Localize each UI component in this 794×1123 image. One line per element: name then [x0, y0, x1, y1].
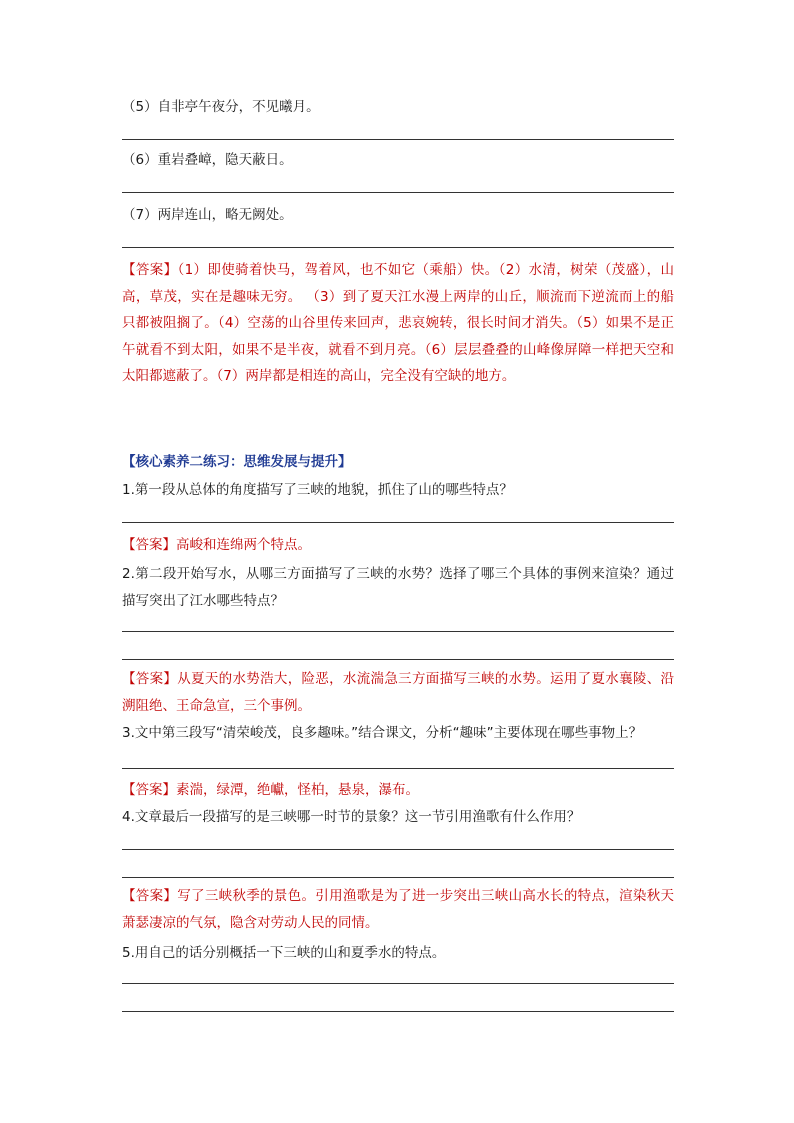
- answer-line: [122, 877, 674, 878]
- answer-block-translation: [122, 257, 674, 390]
- answer-line: [122, 631, 674, 632]
- answer-tag: 【答案】: [122, 262, 178, 278]
- item-5: （5）自非亭午夜分，不见曦月。: [122, 99, 320, 115]
- answer-3: 【答案】素湍，绿潭，绝巘，怪柏，悬泉，瀑布。: [122, 782, 419, 798]
- answer-line: [122, 522, 674, 523]
- answer-line: [122, 983, 674, 984]
- question-4: 4.文章最后一段描写的是三峡哪一时节的景象？这一节引用渔歌有什么作用？: [122, 809, 581, 825]
- item-6: （6）重岩叠嶂，隐天蔽日。: [122, 152, 293, 168]
- answer-line: [122, 139, 674, 140]
- answer-line: [122, 1011, 674, 1012]
- question-2: 2.第二段开始写水，从哪三方面描写了三峡的水势？选择了哪三个具体的事例来渲染？通过描写突出了江水哪些特点？: [122, 566, 674, 609]
- question-5: 5.用自己的话分别概括一下三峡的山和夏季水的特点。: [122, 945, 446, 961]
- question-1: 1.第一段从总体的角度描写了三峡的地貌，抓住了山的哪些特点？: [122, 482, 513, 498]
- item-7: （7）两岸连山，略无阙处。: [122, 207, 293, 223]
- question-3: 3.文中第三段写“清荣峻茂，良多趣味。”结合课文，分析“趣味”主要体现在哪些事物上？: [122, 725, 643, 741]
- answer-line: [122, 192, 674, 193]
- answer-line: [122, 849, 674, 850]
- answer-line: [122, 659, 674, 660]
- answer-text: （1）即使骑着快马，驾着风，也不如它（乘船）快。（2）水清，树荣（茂盛），山高，草茂，实在是趣味无穷。 （3）到了夏天江水漫上两岸的山丘，顺流而下逆流而上的船只都被阻搁了。（4）空荡的山谷里传来回声，悲哀婉转，很长时间才消失。（5）如果不是正午就看不到太阳，如果不是半夜，就看不到月亮。（6）层层叠叠的山峰像屏障一样把天空和太阳都遮蔽了。（7）两岸都是相连的高山，完全没有空缺的地方。: [122, 262, 675, 384]
- answer-4: 【答案】写了三峡秋季的景色。引用渔歌是为了进一步突出三峡山高水长的特点，渲染秋天萧瑟凄凉的气氛，隐含对劳动人民的同情。: [122, 888, 675, 931]
- answer-line: [122, 247, 674, 248]
- section-title: 【核心素养二练习：思维发展与提升】: [122, 454, 352, 470]
- answer-2: 【答案】从夏天的水势浩大，险恶，水流湍急三方面描写三峡的水势。运用了夏水襄陵、沿溯阻绝、王命急宣，三个事例。: [122, 671, 675, 714]
- answer-line: [122, 768, 674, 769]
- answer-1: 【答案】高峻和连绵两个特点。: [122, 537, 311, 553]
